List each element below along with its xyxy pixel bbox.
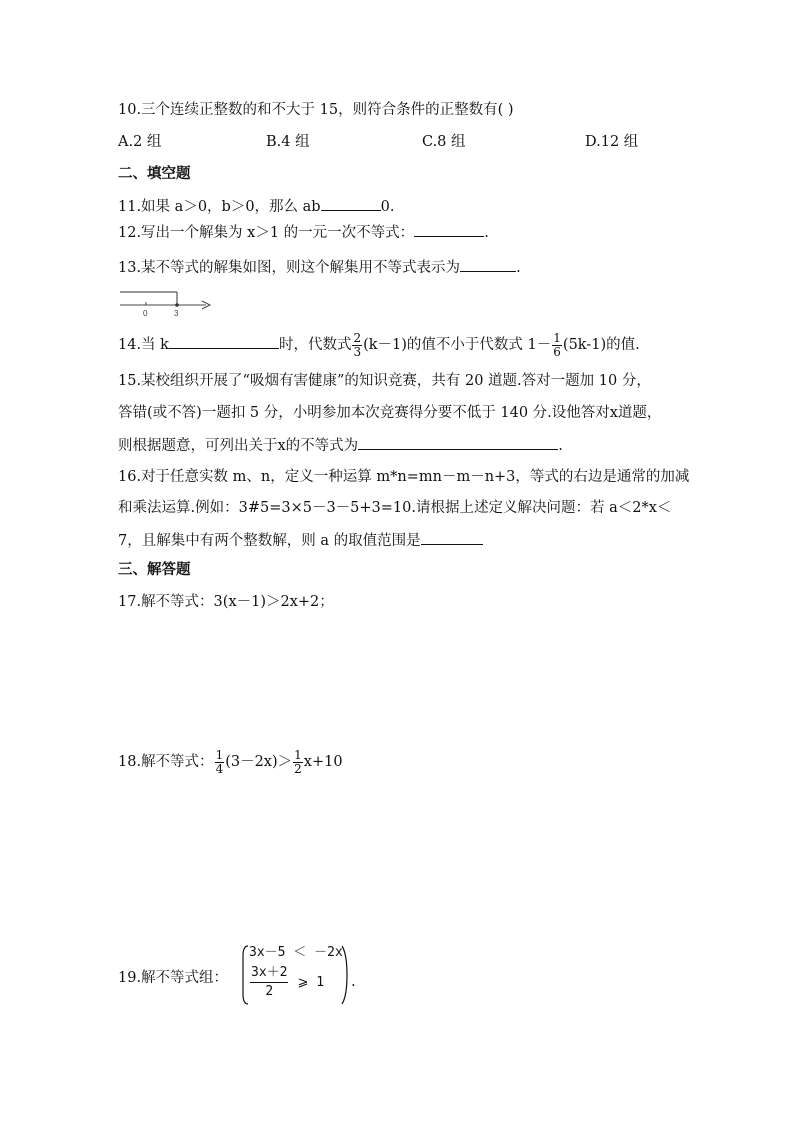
answer-blank[interactable] xyxy=(460,257,516,272)
fraction-numerator: 3x＋2 xyxy=(250,964,288,983)
question-14-text: 时，代数式 xyxy=(278,337,352,353)
section-title-fill-blank: 二、填空题 xyxy=(118,165,191,182)
fraction xyxy=(215,749,225,776)
system-row-2 xyxy=(249,964,324,1001)
inequality-system xyxy=(240,944,370,1006)
question-11-text: 11.如果 a＞0，b＞0，那么 ab xyxy=(118,199,321,215)
number-line-figure xyxy=(118,283,216,319)
fraction-numerator: 1 xyxy=(553,330,561,345)
tick-label-0: 0 xyxy=(143,309,148,318)
answer-blank[interactable] xyxy=(169,334,279,349)
question-12 xyxy=(118,222,489,243)
question-14 xyxy=(118,330,640,360)
fraction xyxy=(250,964,288,1001)
fraction-numerator: 2 xyxy=(353,330,362,345)
option-d[interactable]: D.12 组 xyxy=(585,134,639,150)
question-14-text: 14.当 k xyxy=(118,337,169,353)
fraction-denominator: 3 xyxy=(353,344,362,359)
right-paren-icon xyxy=(340,944,350,1006)
fraction-denominator: 2 xyxy=(265,984,274,999)
fraction-denominator: 6 xyxy=(553,344,561,359)
answer-blank[interactable] xyxy=(421,530,483,545)
answer-blank[interactable] xyxy=(321,196,381,211)
question-14-text: (5k-1)的值. xyxy=(562,337,640,353)
option-b[interactable]: B.4 组 xyxy=(266,134,310,150)
section-title-solve: 三、解答题 xyxy=(118,561,191,578)
system-row-2-rest: ⩾ 1 xyxy=(297,975,325,990)
option-a[interactable]: A.2 组 xyxy=(118,134,162,150)
fraction xyxy=(293,749,303,776)
system-row-1: 3x－5 ＜ －2x xyxy=(249,945,343,960)
question-18 xyxy=(118,748,343,776)
question-16-line-3 xyxy=(118,530,483,551)
fraction-denominator: 2 xyxy=(294,761,302,776)
question-11 xyxy=(118,196,394,217)
answer-blank[interactable] xyxy=(414,222,484,237)
question-16-line-2: 和乘法运算.例如：3#5=3×5－3－5+3=10.请根据上述定义解决问题：若 a＜2*x＜ xyxy=(118,500,672,516)
fraction xyxy=(552,332,562,359)
question-12-text: 12.写出一个解集为 x＞1 的一元一次不等式： xyxy=(118,225,415,241)
question-13 xyxy=(118,257,521,278)
question-16-text: 7，且解集中有两个整数解，则 a 的取值范围是 xyxy=(118,533,421,549)
question-15-text: 则根据题意，可列出关于x的不等式为 xyxy=(118,438,359,454)
question-13-end: . xyxy=(516,260,521,276)
question-15-end: . xyxy=(558,438,563,454)
question-12-end: . xyxy=(484,225,489,241)
fraction xyxy=(352,332,362,359)
question-19-label: 19.解不等式组： xyxy=(118,970,229,986)
question-15-line-3 xyxy=(118,435,563,456)
fraction-numerator: 1 xyxy=(215,747,224,762)
question-10-stem: 10.三个连续正整数的和不大于 15，则符合条件的正整数有( ) xyxy=(118,102,514,118)
fraction-numerator: 1 xyxy=(294,747,302,762)
answer-blank[interactable] xyxy=(358,435,558,450)
question-18-text: x+10 xyxy=(303,754,343,770)
question-17: 17.解不等式：3(x－1)＞2x+2； xyxy=(118,594,334,610)
option-c[interactable]: C.8 组 xyxy=(422,134,466,150)
fraction-denominator: 4 xyxy=(215,761,224,776)
question-10-options xyxy=(118,132,658,152)
question-16-line-1: 16.对于任意实数 m、n，定义一种运算 m*n=mn－m－n+3，等式的右边是通常的加减 xyxy=(118,469,690,485)
question-14-text: (k－1)的值不小于代数式 1－ xyxy=(363,337,552,353)
question-18-label: 18.解不等式： xyxy=(118,754,214,770)
question-19-end: . xyxy=(351,972,356,990)
question-11-end: 0. xyxy=(380,199,395,215)
question-18-text: (3－2x)＞ xyxy=(225,754,293,770)
tick-label-3: 3 xyxy=(174,309,179,318)
question-13-text: 13.某不等式的解集如图，则这个解集用不等式表示为 xyxy=(118,260,461,276)
question-15-line-2: 答错(或不答)一题扣 5 分，小明参加本次竞赛得分要不低于 140 分.设他答对x道题， xyxy=(118,405,662,421)
question-15-line-1: 15.某校组织开展了“吸烟有害健康”的知识竞赛，共有 20 道题.答对一题加 10 分， xyxy=(118,373,651,389)
